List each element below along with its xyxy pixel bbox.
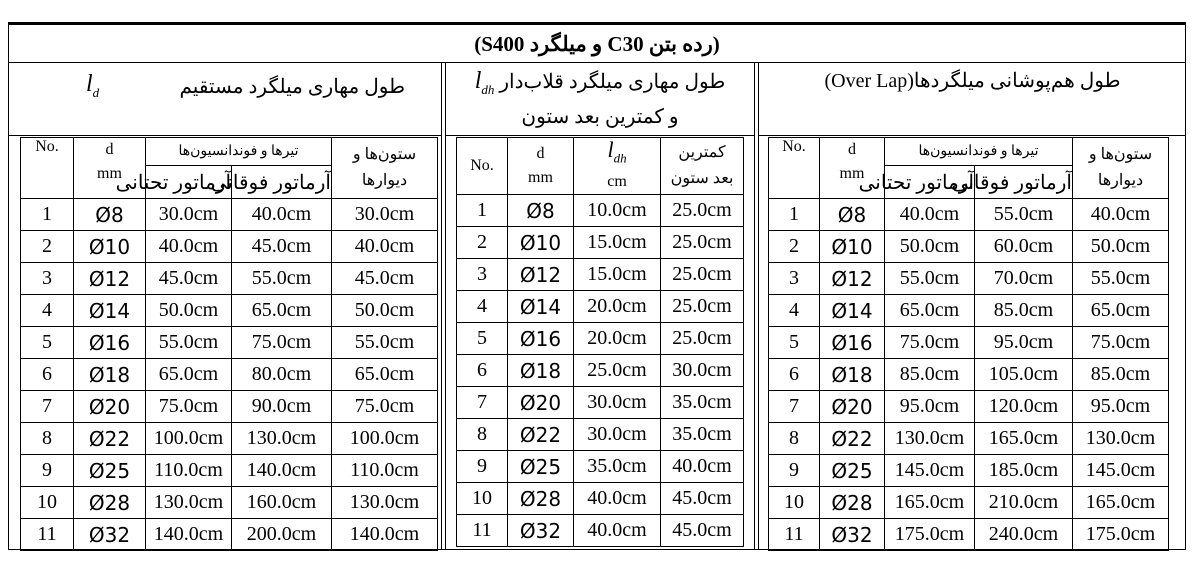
table-cell: 110.0cm <box>146 455 232 487</box>
table-cell: 4 <box>457 291 508 323</box>
table-cell: 5 <box>457 323 508 355</box>
table-cell: 65.0cm <box>332 359 438 391</box>
table-cell: 65.0cm <box>1073 295 1169 327</box>
table-cell: Ø28 <box>820 487 885 519</box>
table-cell: 55.0cm <box>332 327 438 359</box>
table-cell: 30.0cm <box>661 355 744 387</box>
straight-section-title: طول مهاری میلگرد مستقیم <box>179 76 405 98</box>
table-cell: 50.0cm <box>332 295 438 327</box>
table-cell: 95.0cm <box>885 391 975 423</box>
table-cell: 50.0cm <box>1073 231 1169 263</box>
table-row <box>21 295 438 327</box>
table-cell: 175.0cm <box>1073 519 1169 551</box>
table-cell: 165.0cm <box>1073 487 1169 519</box>
table-cell: Ø10 <box>508 227 574 259</box>
table-cell: 85.0cm <box>1073 359 1169 391</box>
table-row <box>769 231 1169 263</box>
table-cell: 75.0cm <box>232 327 332 359</box>
table-cell: 200.0cm <box>232 519 332 551</box>
table-row <box>21 423 438 455</box>
table-cell: 7 <box>457 387 508 419</box>
table-row <box>457 291 744 323</box>
table-cell: 10 <box>21 487 74 519</box>
table-cell: 10 <box>457 483 508 515</box>
table-cell: 40.0cm <box>232 199 332 231</box>
table-row <box>769 423 1169 455</box>
table-cell: 40.0cm <box>1073 199 1169 231</box>
table-cell: Ø10 <box>820 231 885 263</box>
table-row <box>457 195 744 227</box>
table-cell: 6 <box>769 359 820 391</box>
table-cell: 3 <box>21 263 74 295</box>
table-cell: 185.0cm <box>975 455 1073 487</box>
table-cell: 85.0cm <box>975 295 1073 327</box>
lap-section-title: طول هم‌پوشانی میلگردها(Over Lap) <box>824 70 1121 92</box>
table-cell: Ø16 <box>508 323 574 355</box>
table-cell: 175.0cm <box>885 519 975 551</box>
table-cell: 1 <box>21 199 74 231</box>
table-cell: Ø18 <box>74 359 146 391</box>
table-row <box>457 515 744 547</box>
table-cell: 120.0cm <box>975 391 1073 423</box>
table-cell: 75.0cm <box>1073 327 1169 359</box>
table-cell: Ø12 <box>74 263 146 295</box>
table-cell: Ø12 <box>508 259 574 291</box>
section-divider <box>445 63 446 550</box>
table-cell: 25.0cm <box>661 291 744 323</box>
table-cell: 140.0cm <box>232 455 332 487</box>
table-cell: 10 <box>769 487 820 519</box>
table-cell: 7 <box>769 391 820 423</box>
lap-splice-table <box>768 137 1169 551</box>
table-cell: 4 <box>21 295 74 327</box>
table-cell: 55.0cm <box>146 327 232 359</box>
table-row <box>21 519 438 551</box>
table-cell: 130.0cm <box>232 423 332 455</box>
table-cell: 50.0cm <box>146 295 232 327</box>
ldh-symbol: $l_{dh}$ <box>474 68 495 97</box>
col-header-beams: تیرها و فوندانسیون‌ها <box>885 138 1073 166</box>
table-cell: Ø28 <box>74 487 146 519</box>
table-cell: 40.0cm <box>661 451 744 483</box>
table-cell: 110.0cm <box>332 455 438 487</box>
table-row <box>769 519 1169 551</box>
table-cell: 15.0cm <box>574 227 661 259</box>
table-row <box>769 487 1169 519</box>
table-cell: 130.0cm <box>885 423 975 455</box>
table-cell: 25.0cm <box>574 355 661 387</box>
table-cell: 40.0cm <box>146 231 232 263</box>
table-cell: 3 <box>457 259 508 291</box>
table-row <box>457 259 744 291</box>
table-cell: 20.0cm <box>574 323 661 355</box>
table-cell: 5 <box>21 327 74 359</box>
table-cell: 65.0cm <box>146 359 232 391</box>
table-cell: Ø18 <box>508 355 574 387</box>
table-cell: 35.0cm <box>661 387 744 419</box>
table-cell: Ø8 <box>820 199 885 231</box>
table-cell: Ø12 <box>820 263 885 295</box>
table-cell: 6 <box>21 359 74 391</box>
table-cell: 100.0cm <box>146 423 232 455</box>
table-cell: Ø32 <box>820 519 885 551</box>
table-cell: 25.0cm <box>661 195 744 227</box>
lap-section-header <box>759 63 1186 136</box>
col-header-d: d mm <box>74 138 146 199</box>
table-cell: 40.0cm <box>574 483 661 515</box>
table-cell: 30.0cm <box>574 419 661 451</box>
col-header-columns: ستون‌ها و دیوارها <box>332 138 438 199</box>
table-row <box>769 199 1169 231</box>
table-row <box>457 355 744 387</box>
table-cell: 25.0cm <box>661 259 744 291</box>
table-cell: 9 <box>21 455 74 487</box>
table-cell: 75.0cm <box>146 391 232 423</box>
table-cell: 35.0cm <box>574 451 661 483</box>
table-cell: 30.0cm <box>574 387 661 419</box>
col-header-min-column: کمترین بعد ستون <box>661 138 744 195</box>
table-cell: 160.0cm <box>232 487 332 519</box>
col-header-no: No. <box>457 138 508 195</box>
page-title: (رده بتن C30 و میلگرد S400) <box>8 25 1186 63</box>
table-cell: Ø8 <box>74 199 146 231</box>
table-cell: Ø14 <box>74 295 146 327</box>
table-cell: 30.0cm <box>146 199 232 231</box>
table-cell: 165.0cm <box>885 487 975 519</box>
table-cell: 8 <box>457 419 508 451</box>
table-cell: 130.0cm <box>1073 423 1169 455</box>
table-cell: 11 <box>769 519 820 551</box>
straight-anchorage-table <box>20 137 438 551</box>
table-row <box>769 391 1169 423</box>
table-cell: 85.0cm <box>885 359 975 391</box>
col-header-top-bar: آرماتور فوقانی <box>232 166 332 199</box>
table-cell: 130.0cm <box>146 487 232 519</box>
table-cell: 75.0cm <box>885 327 975 359</box>
table-cell: 45.0cm <box>146 263 232 295</box>
table-cell: 20.0cm <box>574 291 661 323</box>
table-row <box>769 455 1169 487</box>
table-cell: 50.0cm <box>885 231 975 263</box>
table-row <box>21 231 438 263</box>
table-cell: 100.0cm <box>332 423 438 455</box>
table-cell: Ø25 <box>820 455 885 487</box>
table-cell: 40.0cm <box>885 199 975 231</box>
table-cell: 40.0cm <box>574 515 661 547</box>
table-cell: Ø16 <box>820 327 885 359</box>
table-row <box>21 455 438 487</box>
col-header-no: No. <box>21 138 74 199</box>
table-cell: 140.0cm <box>146 519 232 551</box>
table-cell: 45.0cm <box>332 263 438 295</box>
table-cell: Ø22 <box>820 423 885 455</box>
table-cell: 8 <box>769 423 820 455</box>
table-row <box>457 387 744 419</box>
table-cell: 9 <box>769 455 820 487</box>
table-row <box>457 451 744 483</box>
table-row <box>21 391 438 423</box>
col-header-columns: ستون‌ها و دیوارها <box>1073 138 1169 199</box>
col-header-bottom-bar: آرماتور تحتانی <box>146 166 232 199</box>
table-cell: 55.0cm <box>885 263 975 295</box>
col-header-d: d mm <box>820 138 885 199</box>
table-cell: 140.0cm <box>332 519 438 551</box>
table-cell: 130.0cm <box>332 487 438 519</box>
table-cell: Ø16 <box>74 327 146 359</box>
col-header-beams: تیرها و فوندانسیون‌ها <box>146 138 332 166</box>
hook-section-title: طول مهاری میلگرد قلاب‌دار <box>499 71 726 93</box>
table-cell: 90.0cm <box>232 391 332 423</box>
table-row <box>769 263 1169 295</box>
table-cell: 25.0cm <box>661 323 744 355</box>
table-cell: 55.0cm <box>232 263 332 295</box>
col-header-no: No. <box>769 138 820 199</box>
table-cell: 25.0cm <box>661 227 744 259</box>
table-cell: 95.0cm <box>975 327 1073 359</box>
table-cell: 8 <box>21 423 74 455</box>
table-row <box>457 483 744 515</box>
section-divider <box>441 63 442 550</box>
table-cell: 35.0cm <box>661 419 744 451</box>
table-cell: Ø32 <box>508 515 574 547</box>
table-cell: 55.0cm <box>975 199 1073 231</box>
table-cell: 2 <box>769 231 820 263</box>
table-cell: 80.0cm <box>232 359 332 391</box>
table-row <box>21 263 438 295</box>
table-cell: 6 <box>457 355 508 387</box>
table-cell: 10.0cm <box>574 195 661 227</box>
table-cell: 105.0cm <box>975 359 1073 391</box>
table-cell: 40.0cm <box>332 231 438 263</box>
table-cell: 65.0cm <box>232 295 332 327</box>
col-header-top-bar: آرماتور فوقانی <box>975 166 1073 199</box>
table-row <box>21 199 438 231</box>
table-cell: Ø28 <box>508 483 574 515</box>
table-cell: 30.0cm <box>332 199 438 231</box>
hook-section-header <box>446 63 754 136</box>
hook-anchorage-table <box>456 137 744 547</box>
table-cell: Ø32 <box>74 519 146 551</box>
table-cell: 45.0cm <box>661 515 744 547</box>
table-cell: 45.0cm <box>232 231 332 263</box>
table-row <box>21 487 438 519</box>
table-cell: 11 <box>457 515 508 547</box>
table-cell: 240.0cm <box>975 519 1073 551</box>
table-cell: 4 <box>769 295 820 327</box>
table-cell: 7 <box>21 391 74 423</box>
table-row <box>457 419 744 451</box>
table-cell: Ø25 <box>508 451 574 483</box>
table-cell: 2 <box>457 227 508 259</box>
table-cell: 1 <box>457 195 508 227</box>
table-cell: 3 <box>769 263 820 295</box>
col-header-bottom-bar: آرماتور تحتانی <box>885 166 975 199</box>
table-row <box>769 359 1169 391</box>
section-divider <box>754 63 755 550</box>
table-row <box>457 323 744 355</box>
table-cell: Ø25 <box>74 455 146 487</box>
table-cell: 145.0cm <box>885 455 975 487</box>
table-cell: Ø22 <box>508 419 574 451</box>
table-cell: Ø22 <box>74 423 146 455</box>
table-cell: Ø20 <box>74 391 146 423</box>
straight-section-header <box>8 63 441 136</box>
table-cell: 55.0cm <box>1073 263 1169 295</box>
table-row <box>21 359 438 391</box>
table-row <box>21 327 438 359</box>
table-cell: 45.0cm <box>661 483 744 515</box>
table-cell: 1 <box>769 199 820 231</box>
table-cell: 65.0cm <box>885 295 975 327</box>
table-cell: 9 <box>457 451 508 483</box>
table-cell: 15.0cm <box>574 259 661 291</box>
table-cell: 165.0cm <box>975 423 1073 455</box>
col-header-d: d mm <box>508 138 574 195</box>
table-cell: Ø14 <box>508 291 574 323</box>
table-cell: Ø20 <box>820 391 885 423</box>
ld-symbol: $l_d$ <box>86 71 100 100</box>
table-cell: 5 <box>769 327 820 359</box>
table-cell: 60.0cm <box>975 231 1073 263</box>
table-cell: 70.0cm <box>975 263 1073 295</box>
table-row <box>457 227 744 259</box>
table-cell: Ø14 <box>820 295 885 327</box>
table-row <box>769 295 1169 327</box>
table-cell: 210.0cm <box>975 487 1073 519</box>
table-cell: 95.0cm <box>1073 391 1169 423</box>
hook-section-subtitle: و کمترین بعد ستون <box>521 106 679 128</box>
table-row <box>769 327 1169 359</box>
table-cell: Ø10 <box>74 231 146 263</box>
table-cell: 11 <box>21 519 74 551</box>
section-divider <box>758 63 759 550</box>
table-cell: Ø8 <box>508 195 574 227</box>
table-cell: 2 <box>21 231 74 263</box>
col-header-ldh: $l_{dh}$ cm <box>574 138 661 195</box>
table-cell: 145.0cm <box>1073 455 1169 487</box>
table-cell: Ø20 <box>508 387 574 419</box>
table-cell: Ø18 <box>820 359 885 391</box>
table-cell: 75.0cm <box>332 391 438 423</box>
